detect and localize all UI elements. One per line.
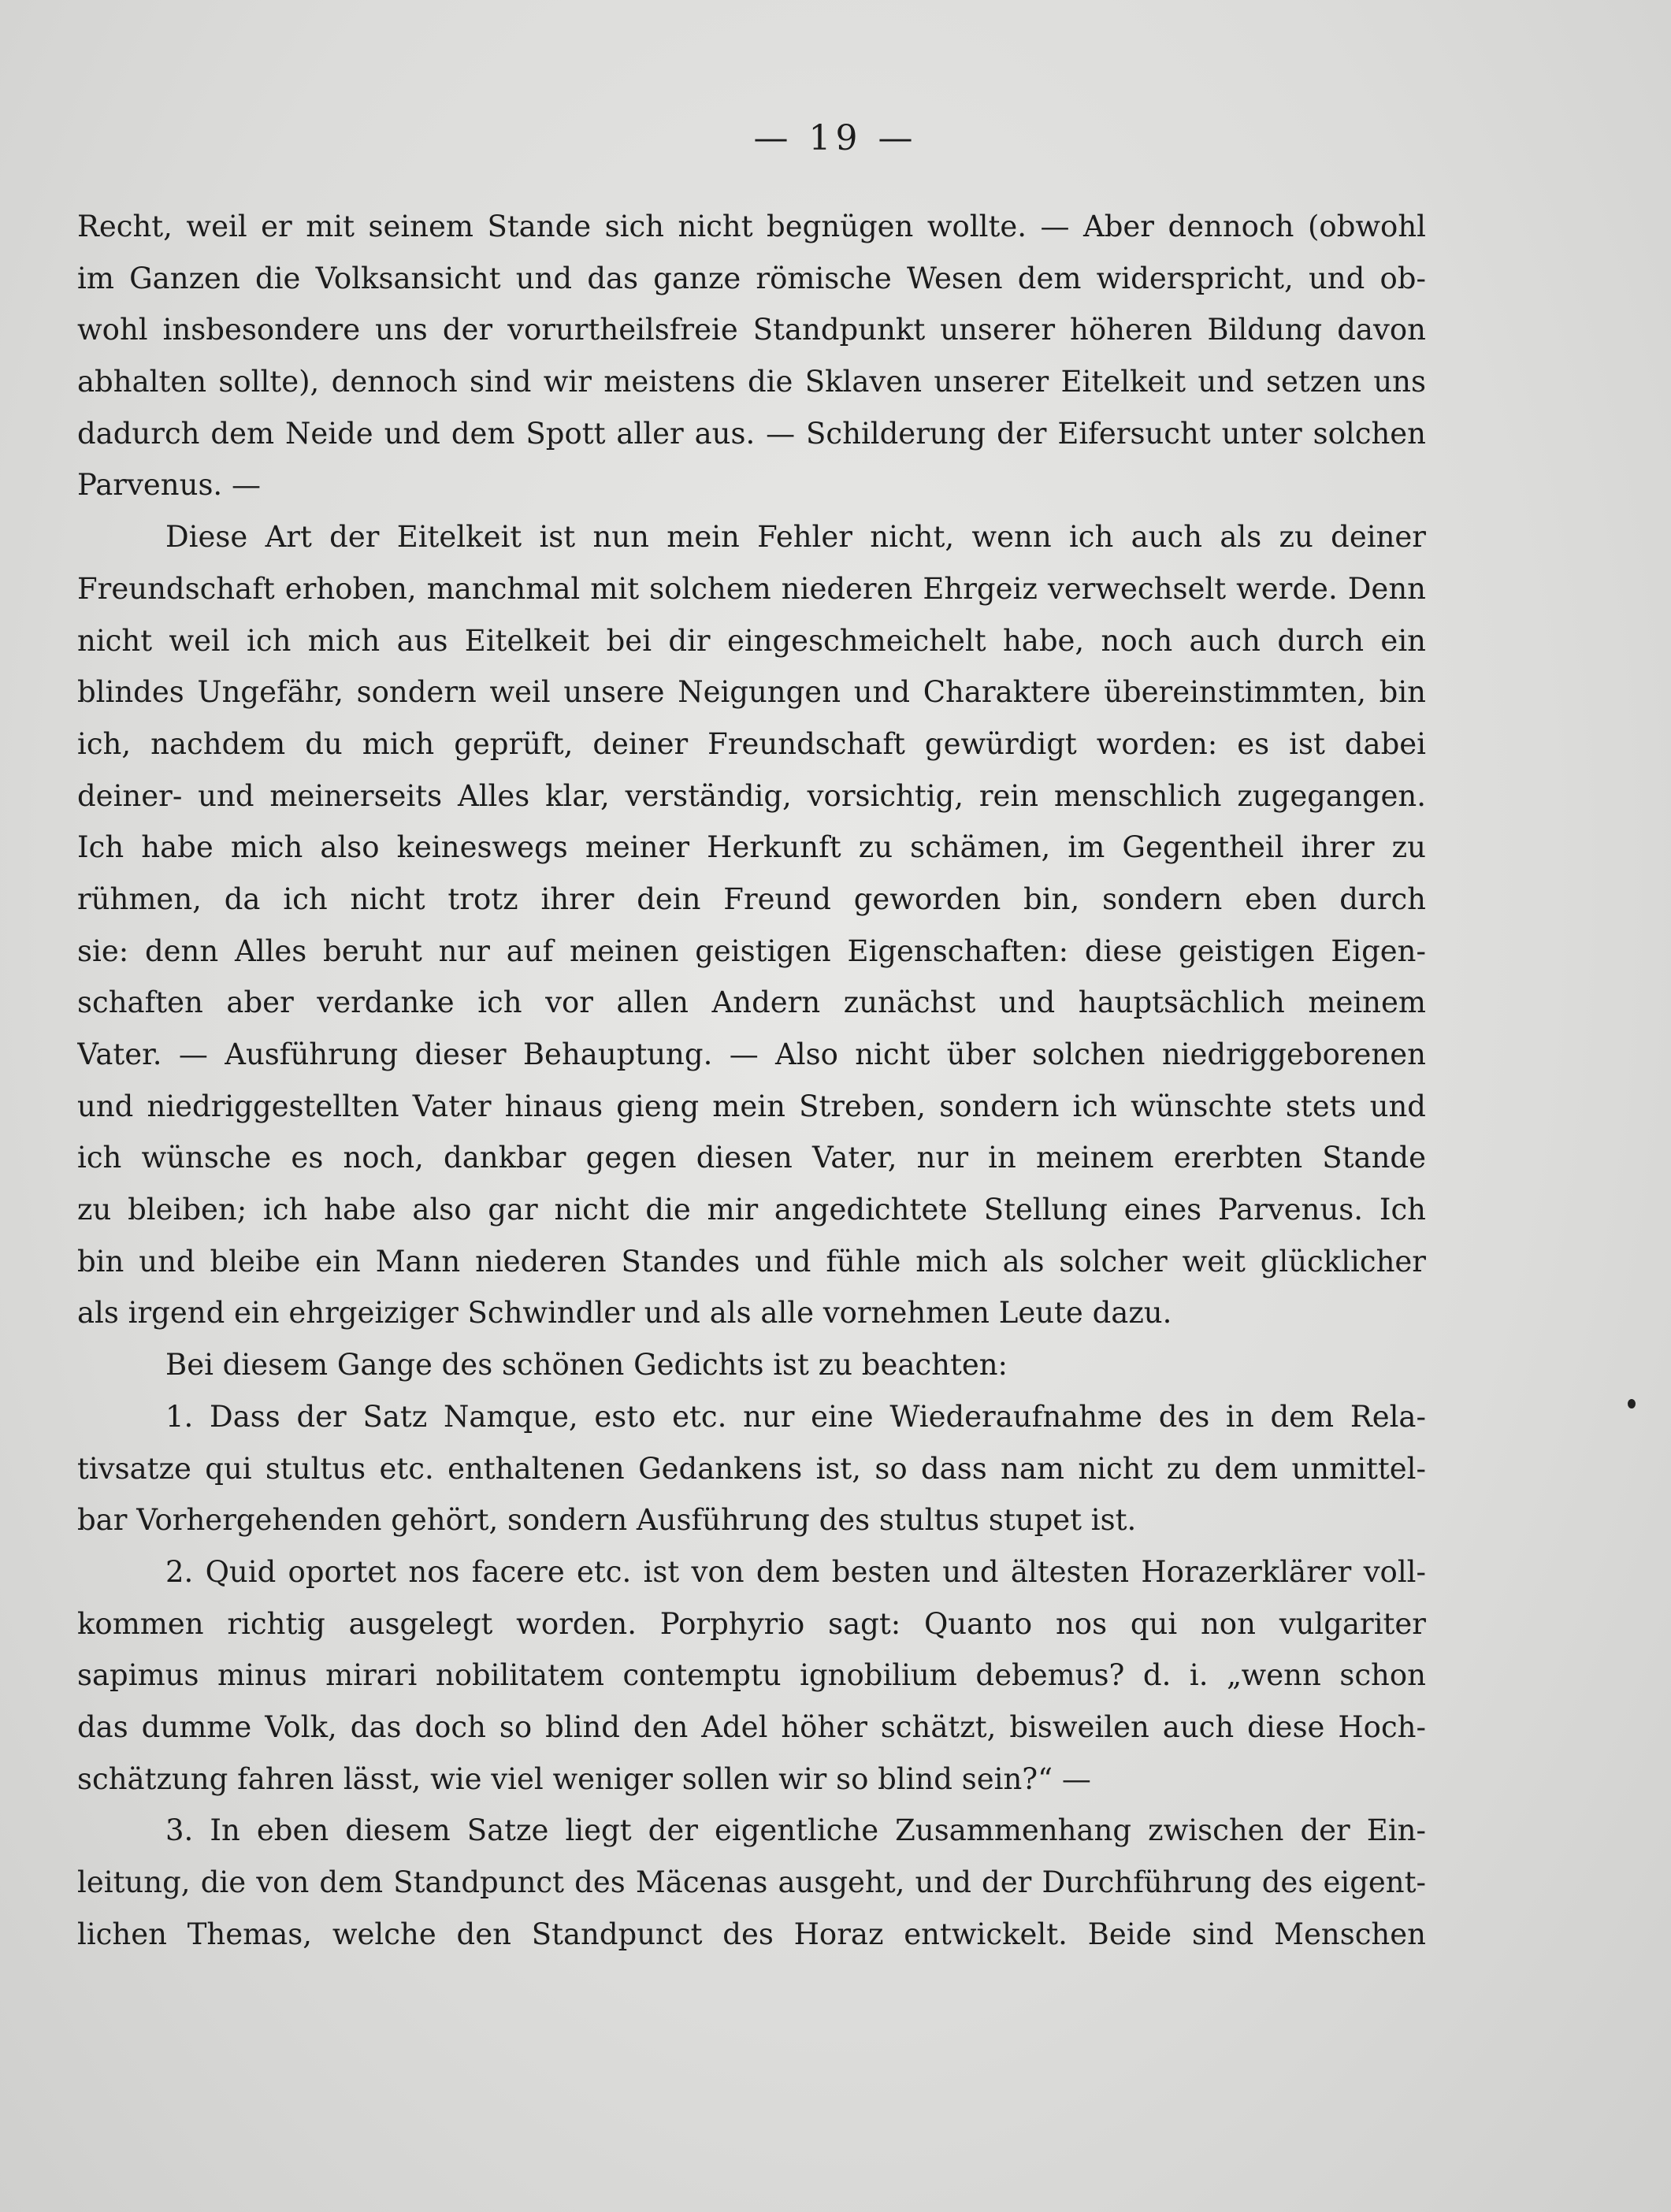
text-line: blindes Ungefähr, sondern weil unsere Neigungen und Charaktere übereinstimmten, bin <box>77 675 1426 710</box>
text-line: deiner- und meinerseits Alles klar, verständig, vorsichtig, rein menschlich zugegangen. <box>77 778 1426 813</box>
text-line: Freundschaft erhoben, manchmal mit solchem niederen Ehrgeiz verwechselt werde. Denn <box>77 571 1426 606</box>
text-line: wohl insbesondere uns der vorurtheilsfreie Standpunkt unserer höheren Bildung davon <box>77 313 1426 347</box>
text-line: schätzung fahren lässt, wie viel weniger sollen wir so blind sein?“ — <box>77 1761 1091 1796</box>
text-line: Vater. — Ausführung dieser Behauptung. — Also nicht über solchen niedriggeborenen <box>77 1037 1426 1071</box>
text-line: zu bleiben; ich habe also gar nicht die mir angedichtete Stellung eines Parvenus. Ich <box>77 1193 1426 1227</box>
text-line: ich, nachdem du mich geprüft, deiner Freundschaft gewürdigt worden: es ist dabei <box>77 726 1426 761</box>
text-line: und niedriggestellten Vater hinaus gieng mein Streben, sondern ich wünschte stets und <box>77 1089 1426 1123</box>
text-line: Bei diesem Gange des schönen Gedichts ist zu beachten: <box>165 1348 1008 1382</box>
text-line: 2. Quid oportet nos facere etc. ist von dem besten und ältesten Horazerklärer voll- <box>165 1554 1426 1589</box>
text-line: abhalten sollte), dennoch sind wir meistens die Sklaven unserer Eitelkeit und setzen uns <box>77 365 1426 399</box>
text-line: das dumme Volk, das doch so blind den Adel höher schätzt, bisweilen auch diese Hoch- <box>77 1709 1426 1744</box>
text-line: Parvenus. — <box>77 468 261 503</box>
text-line: kommen richtig ausgelegt worden. Porphyrio sagt: Quanto nos qui non vulgariter <box>77 1606 1426 1641</box>
body-text <box>77 201 1426 1960</box>
text-line: bar Vorhergehenden gehört, sondern Ausführung des stultus stupet ist. <box>77 1503 1137 1538</box>
text-line: sie: denn Alles beruht nur auf meinen geistigen Eigenschaften: diese geistigen Eigen- <box>77 933 1426 968</box>
ink-spot <box>1628 1399 1636 1408</box>
text-line: als irgend ein ehrgeiziger Schwindler und als alle vornehmen Leute dazu. <box>77 1296 1172 1331</box>
text-line: rühmen, da ich nicht trotz ihrer dein Freund geworden bin, sondern eben durch <box>77 881 1426 916</box>
text-line: Ich habe mich also keineswegs meiner Herkunft zu schämen, im Gegentheil ihrer zu <box>77 830 1426 865</box>
text-line: bin und bleibe ein Mann niederen Standes und fühle mich als solcher weit glücklicher <box>77 1244 1426 1279</box>
text-line: Diese Art der Eitelkeit ist nun mein Fehler nicht, wenn ich auch als zu deiner <box>165 520 1426 555</box>
text-line: ich wünsche es noch, dankbar gegen diesen Vater, nur in meinem ererbten Stande <box>77 1141 1426 1175</box>
text-line: sapimus minus mirari nobilitatem contemptu ignobilium debemus? d. i. „wenn schon <box>77 1658 1426 1693</box>
text-line: schaften aber verdanke ich vor allen Andern zunächst und hauptsächlich meinem <box>77 985 1426 1020</box>
text-line: tivsatze qui stultus etc. enthaltenen Gedankens ist, so dass nam nicht zu dem unmittel- <box>77 1451 1426 1486</box>
page-number: — 19 — <box>753 118 918 158</box>
text-line: lichen Themas, welche den Standpunct des Horaz entwickelt. Beide sind Menschen <box>77 1917 1426 1951</box>
text-line: 3. In eben diesem Satze liegt der eigentliche Zusammenhang zwischen der Ein- <box>165 1813 1426 1848</box>
text-line: dadurch dem Neide und dem Spott aller aus. — Schilderung der Eifersucht unter solchen <box>77 416 1426 451</box>
text-line: Recht, weil er mit seinem Stande sich nicht begnügen wollte. — Aber dennoch (obwohl <box>77 210 1426 243</box>
text-line: leitung, die von dem Standpunct des Mäcenas ausgeht, und der Durchführung des eigent- <box>77 1865 1426 1899</box>
text-line: im Ganzen die Volksansicht und das ganze römische Wesen dem widerspricht, und ob- <box>77 261 1426 295</box>
text-line: 1. Dass der Satz Namque, esto etc. nur eine Wiederaufnahme des in dem Rela- <box>165 1399 1426 1434</box>
text-line: nicht weil ich mich aus Eitelkeit bei dir eingeschmeichelt habe, noch auch durch ein <box>77 623 1426 658</box>
